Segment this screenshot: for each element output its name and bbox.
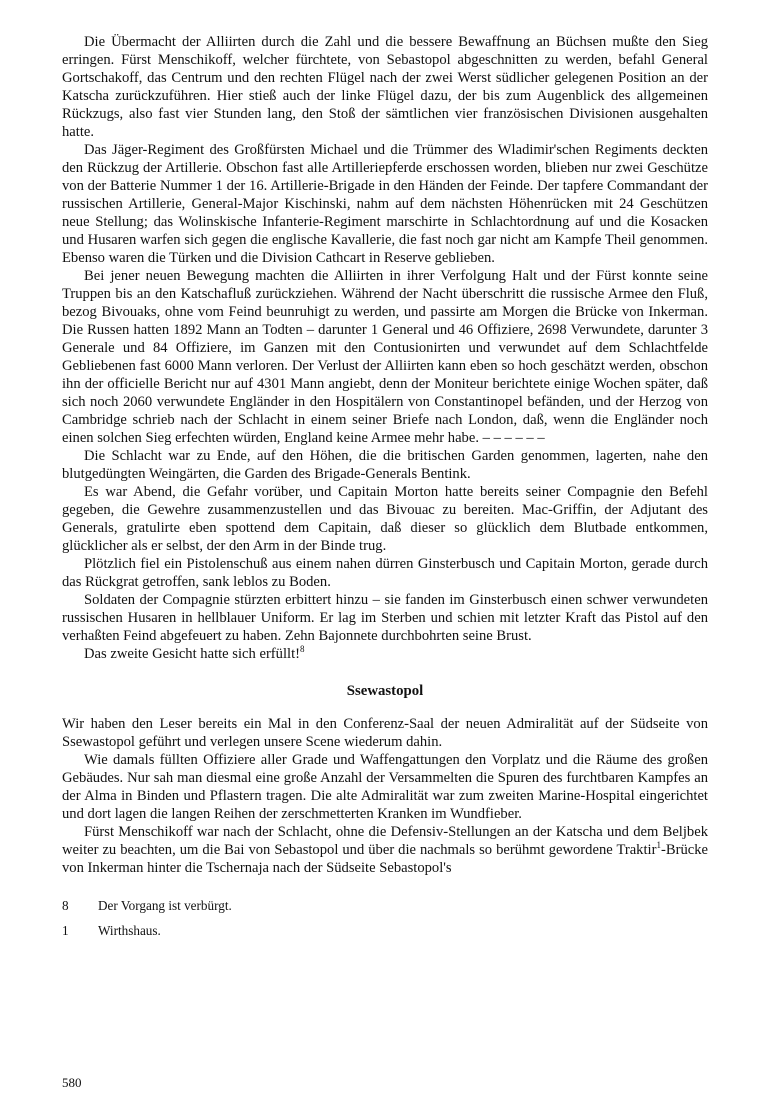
- paragraph: [62, 645, 708, 663]
- footnote: [62, 922, 708, 939]
- paragraph: Die Übermacht der Alliirten durch die Zahl und die bessere Bewaffnung an Büchsen mußte den Sieg erringen. Fürst Menschikoff, welcher fürchtete, von Sebastopol abgeschnitten zu werden, befahl General Gortschakoff, das Centrum und den rechten Flügel nach der zwei Werst südlicher gelegenen Position an der Katscha zurückzuführen. Hier stieß auch der linke Flügel dazu, der bis zum Augenblick des allgemeinen Rückzugs, also fast vier Stunden lang, den Stoß der sämtlichen vier französischen Divisionen ausgehalten hatte.: [62, 34, 708, 140]
- paragraph-text: Das zweite Gesicht hatte sich erfüllt!: [84, 646, 300, 662]
- paragraph-text: -Brücke von Inkerman hinter die Tschernaja nach der Südseite Sebastopol's: [62, 842, 708, 876]
- footnote-text: Der Vorgang ist verbürgt.: [98, 898, 232, 913]
- paragraph: Wir haben den Leser bereits ein Mal in den Conferenz-Saal der neuen Admiralität auf der Südseite von Ssewastopol geführt und verlegen unsere Scene wiederum dahin.: [62, 716, 708, 750]
- paragraph: Wie damals füllten Offiziere aller Grade und Waffengattungen den Vorplatz und die Räume des großen Gebäudes. Nur sah man diesmal eine große Anzahl der Versammelten die Spuren des furchtbaren Kampfes an der Alma in Binden und Pflastern tragen. Die alte Admiralität war zum zweiten Marine-Hospital eingerichtet und dort lagen die langen Reihen der zerschmetterten Kranken im Wundfieber.: [62, 752, 708, 822]
- paragraph: Bei jener neuen Bewegung machten die Alliirten in ihrer Verfolgung Halt und der Fürst konnte seine Truppen bis an den Katschafluß zurückziehen. Während der Nacht überschritt die russische Armee den Fluß, bezog Bivouaks, ohne vom Feind beunruhigt zu werden, und passirte am Morgen die Brücke von Inkerman. Die Russen hatten 1892 Mann an Todten – darunter 1 General und 46 Offiziere, 2698 Verwundete, darunter 3 Generale und 84 Offiziere, im Ganzen mit den Contusionirten und verwundet auf dem Schlachtfelde Gebliebenen fast 6000 Mann verloren. Der Verlust der Alliirten kann eben so hoch geschätzt werden, obschon ihn der officielle Bericht nur auf 4301 Mann angiebt, denn der Moniteur berichtete einige Wochen später, daß sich noch 2060 verwundete Engländer in den Hospitälern von Constantinopel befänden, und der Herzog von Cambridge schrieb nach der Schlacht in einem seiner Briefe nach London, daß, wenn die Engländer noch einen solchen Sieg erfechten würden, England keine Armee mehr habe. – – – – – –: [62, 268, 708, 446]
- section-heading: Ssewastopol: [346, 683, 424, 699]
- paragraph-text: Fürst Menschikoff war nach der Schlacht, ohne die Defensiv-Stellungen an der Katscha und dem Beljbek weiter zu beachten, um die Bai von Sebastopol und über die nachmals so berühmt gewordene Traktir: [62, 824, 708, 858]
- footnote: [62, 897, 708, 914]
- paragraph: Es war Abend, die Gefahr vorüber, und Capitain Morton hatte bereits seiner Compagnie den Befehl gegeben, die Gewehre zusammenzustellen und das Bivouac zu bereiten. Mac-Griffin, der Adjutant des Generals, gratulirte eben spottend dem Capitain, daß dieser so glücklich dem Blutbade entkommen, glücklicher als er selbst, der den Arm in der Binde trug.: [62, 484, 708, 554]
- page-number: 580: [62, 1075, 82, 1090]
- paragraph: Plötzlich fiel ein Pistolenschuß aus einem nahen dürren Ginsterbusch und Capitain Morton, gerade durch das Rückgrat getroffen, sank leblos zu Boden.: [62, 556, 708, 590]
- footnote-ref-1: 1: [656, 840, 661, 851]
- footnote-text: Wirthshaus.: [98, 923, 161, 938]
- footnote-number: 1: [62, 923, 69, 938]
- footnote-ref-8: 8: [300, 644, 305, 655]
- text-body: [62, 33, 708, 939]
- paragraph: Soldaten der Compagnie stürzten erbittert hinzu – sie fanden im Ginsterbusch einen schwer verwundeten russischen Husaren in hellblauer Uniform. Er lag im Sterben und schien mit letzter Kraft das Pistol auf den verhaßten Feind abgefeuert zu haben. Zehn Bajonnete durchbohrten seine Brust.: [62, 592, 708, 644]
- paragraph: Das Jäger-Regiment des Großfürsten Michael und die Trümmer des Wladimir'schen Regiments deckten den Rückzug der Artillerie. Obschon fast alle Artilleriepferde erschossen worden, blieben nur zwei Geschütze von der Batterie Nummer 1 der 16. Artillerie-Brigade in den Händen der Feinde. Der tapfere Commandant der russischen Artillerie, General-Major Kischinski, nahm auf dem nächsten Höhenrücken mit 24 Geschützen neue Stellung; das Wolinskische Infanterie-Regiment marschirte in Schlachtordnung auf und die Kosacken und Husaren warfen sich gegen die englische Kavallerie, die fast noch gar nicht am Kampfe Theil genommen. Ebenso waren die Türken und die Division Cathcart in Reserve geblieben.: [62, 142, 708, 266]
- footnote-number: 8: [62, 898, 69, 913]
- footnotes-section: [62, 897, 708, 939]
- paragraph: Die Schlacht war zu Ende, auf den Höhen, die die britischen Garden genommen, lagerten, nahe den blutgedüngten Weingärten, die Garden des Brigade-Generals Bentink.: [62, 448, 708, 482]
- paragraph: [62, 823, 708, 877]
